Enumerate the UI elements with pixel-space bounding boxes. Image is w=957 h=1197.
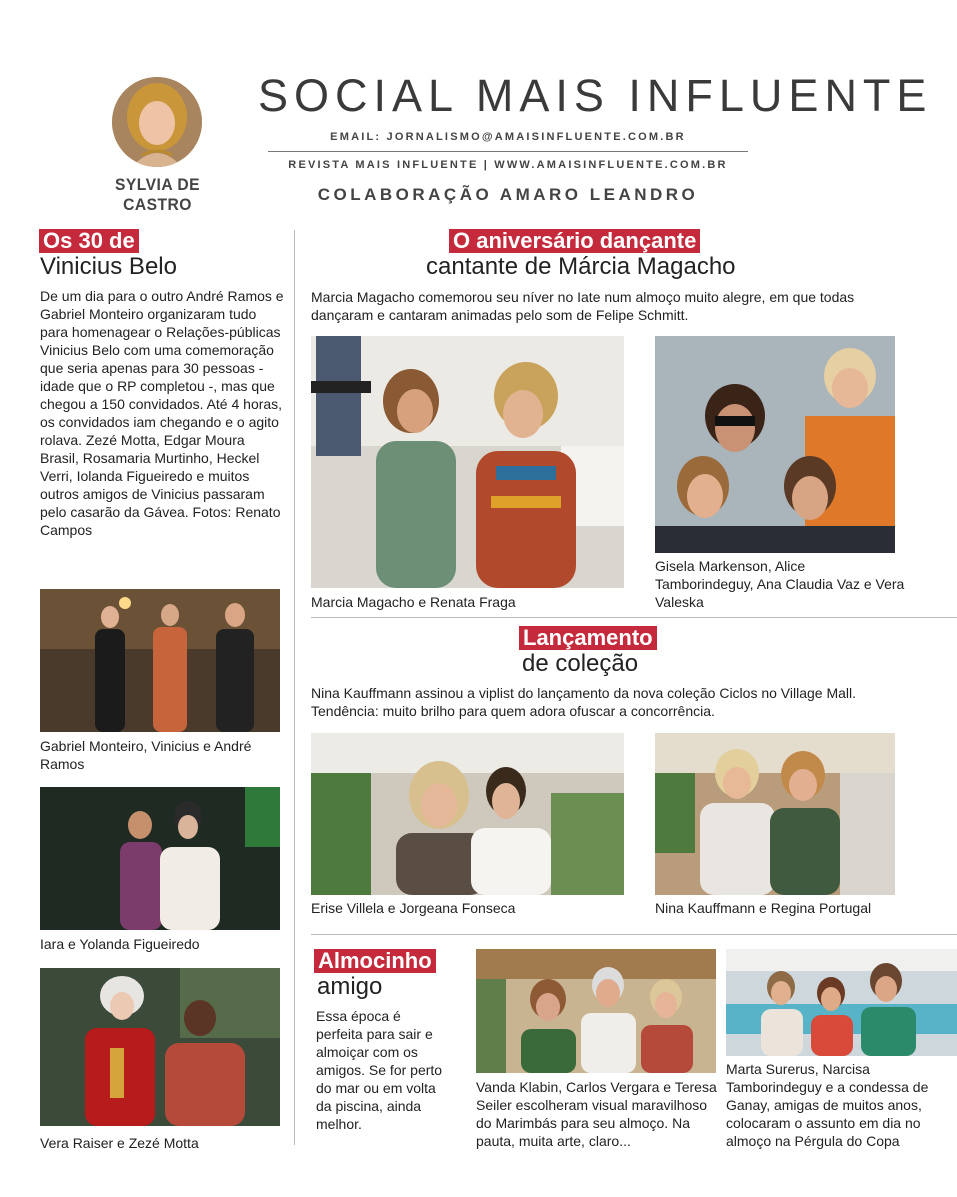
section-subhead-vinicius: Vinicius Belo (40, 253, 177, 280)
page-title: SOCIAL MAIS INFLUENTE (258, 70, 933, 121)
article-body-launch: Nina Kauffmann assinou a viplist do lançamento da nova coleção Ciclos no Village Mall. Tendência: muito brilho para quem adora ofuscar a concorrência. (311, 685, 857, 719)
section-divider-1 (311, 617, 957, 618)
photo-gabriel-vinicius-andre (40, 589, 280, 732)
caption-nina-regina: Nina Kauffmann e Regina Portugal (655, 900, 872, 916)
caption-marcia-renata: Marcia Magacho e Renata Fraga (311, 594, 516, 610)
photo-gisela-alice-ana-vera (655, 336, 895, 553)
caption-marta-narcisa-condessa: Marta Surerus, Narcisa Tamborindeguy e a condessa de Ganay, amigas de muitos anos, colocaram o assunto em dia no almoço na Pérgula do Copa (726, 1061, 929, 1149)
photo-marta-narcisa-condessa (726, 949, 957, 1056)
section-kicker-vinicius: Os 30 de (39, 229, 139, 253)
contact-email: EMAIL: JORNALISMO@AMAISINFLUENTE.COM.BR (330, 131, 686, 143)
photo-nina-regina (655, 733, 895, 895)
photo-vera-zeze (40, 968, 280, 1126)
collaboration-credit: COLABORAÇÃO AMARO LEANDRO (317, 185, 699, 204)
caption-gabriel-vinicius-andre: Gabriel Monteiro, Vinicius e André Ramos (40, 738, 252, 772)
author-avatar (112, 77, 202, 167)
photo-vanda-carlos-teresa (476, 949, 716, 1073)
header-divider (268, 151, 748, 152)
section-kicker-birthday: O aniversário dançante (449, 229, 700, 253)
section-divider-2 (311, 934, 957, 935)
article-body-vinicius: De um dia para o outro André Ramos e Gabriel Monteiro organizaram tudo para homenagear o Relações-públicas Vinicius Belo com uma comemoração que seria apenas para 30 pessoas - idade que o RP completou -, mas que chegou a 150 convidados. Até 4 horas, os convidados iam chegando e o agito rolava. Zezé Motta, Edgar Moura Brasil, Rosamaria Murtinho, Heckel Verri, Iolanda Figueiredo e muitos outros amigos de Vinicius passaram pelo casarão da Gávea. Fotos: Renato Campos (40, 288, 284, 538)
photo-iara-yolanda (40, 787, 280, 930)
section-kicker-launch: Lançamento (519, 626, 657, 650)
column-divider (294, 230, 295, 1145)
section-kicker-lunch: Almocinho (314, 949, 436, 973)
section-subhead-launch: de coleção (522, 650, 639, 677)
caption-erise-jorgeana: Erise Villela e Jorgeana Fonseca (311, 900, 516, 916)
section-subhead-lunch: amigo (317, 973, 383, 1000)
author-name: SYLVIA DE CASTRO (115, 175, 200, 214)
article-body-birthday: Marcia Magacho comemorou seu níver no Iate num almoço muito alegre, em que todas dançaram e cantaram animadas pelo som de Felipe Schmitt. (311, 289, 855, 323)
section-subhead-birthday: cantante de Márcia Magacho (426, 253, 736, 280)
caption-vera-zeze: Vera Raiser e Zezé Motta (40, 1135, 199, 1151)
caption-iara-yolanda: Iara e Yolanda Figueiredo (40, 936, 200, 952)
caption-vanda-carlos-teresa: Vanda Klabin, Carlos Vergara e Teresa Seiler escolheram visual maravilhoso do Marimbás para seu almoço. Na pauta, muita arte, claro... (476, 1079, 717, 1149)
photo-erise-jorgeana (311, 733, 624, 895)
magazine-site: REVISTA MAIS INFLUENTE | WWW.AMAISINFLUENTE.COM.BR (288, 159, 728, 171)
caption-gisela-alice-ana-vera: Gisela Markenson, Alice Tamborindeguy, Ana Claudia Vaz e Vera Valeska (655, 558, 905, 610)
photo-marcia-renata (311, 336, 624, 588)
article-body-lunch: Essa época é perfeita para sair e almoiçar com os amigos. Se for perto do mar ou em volta da piscina, ainda melhor. (316, 1008, 443, 1132)
